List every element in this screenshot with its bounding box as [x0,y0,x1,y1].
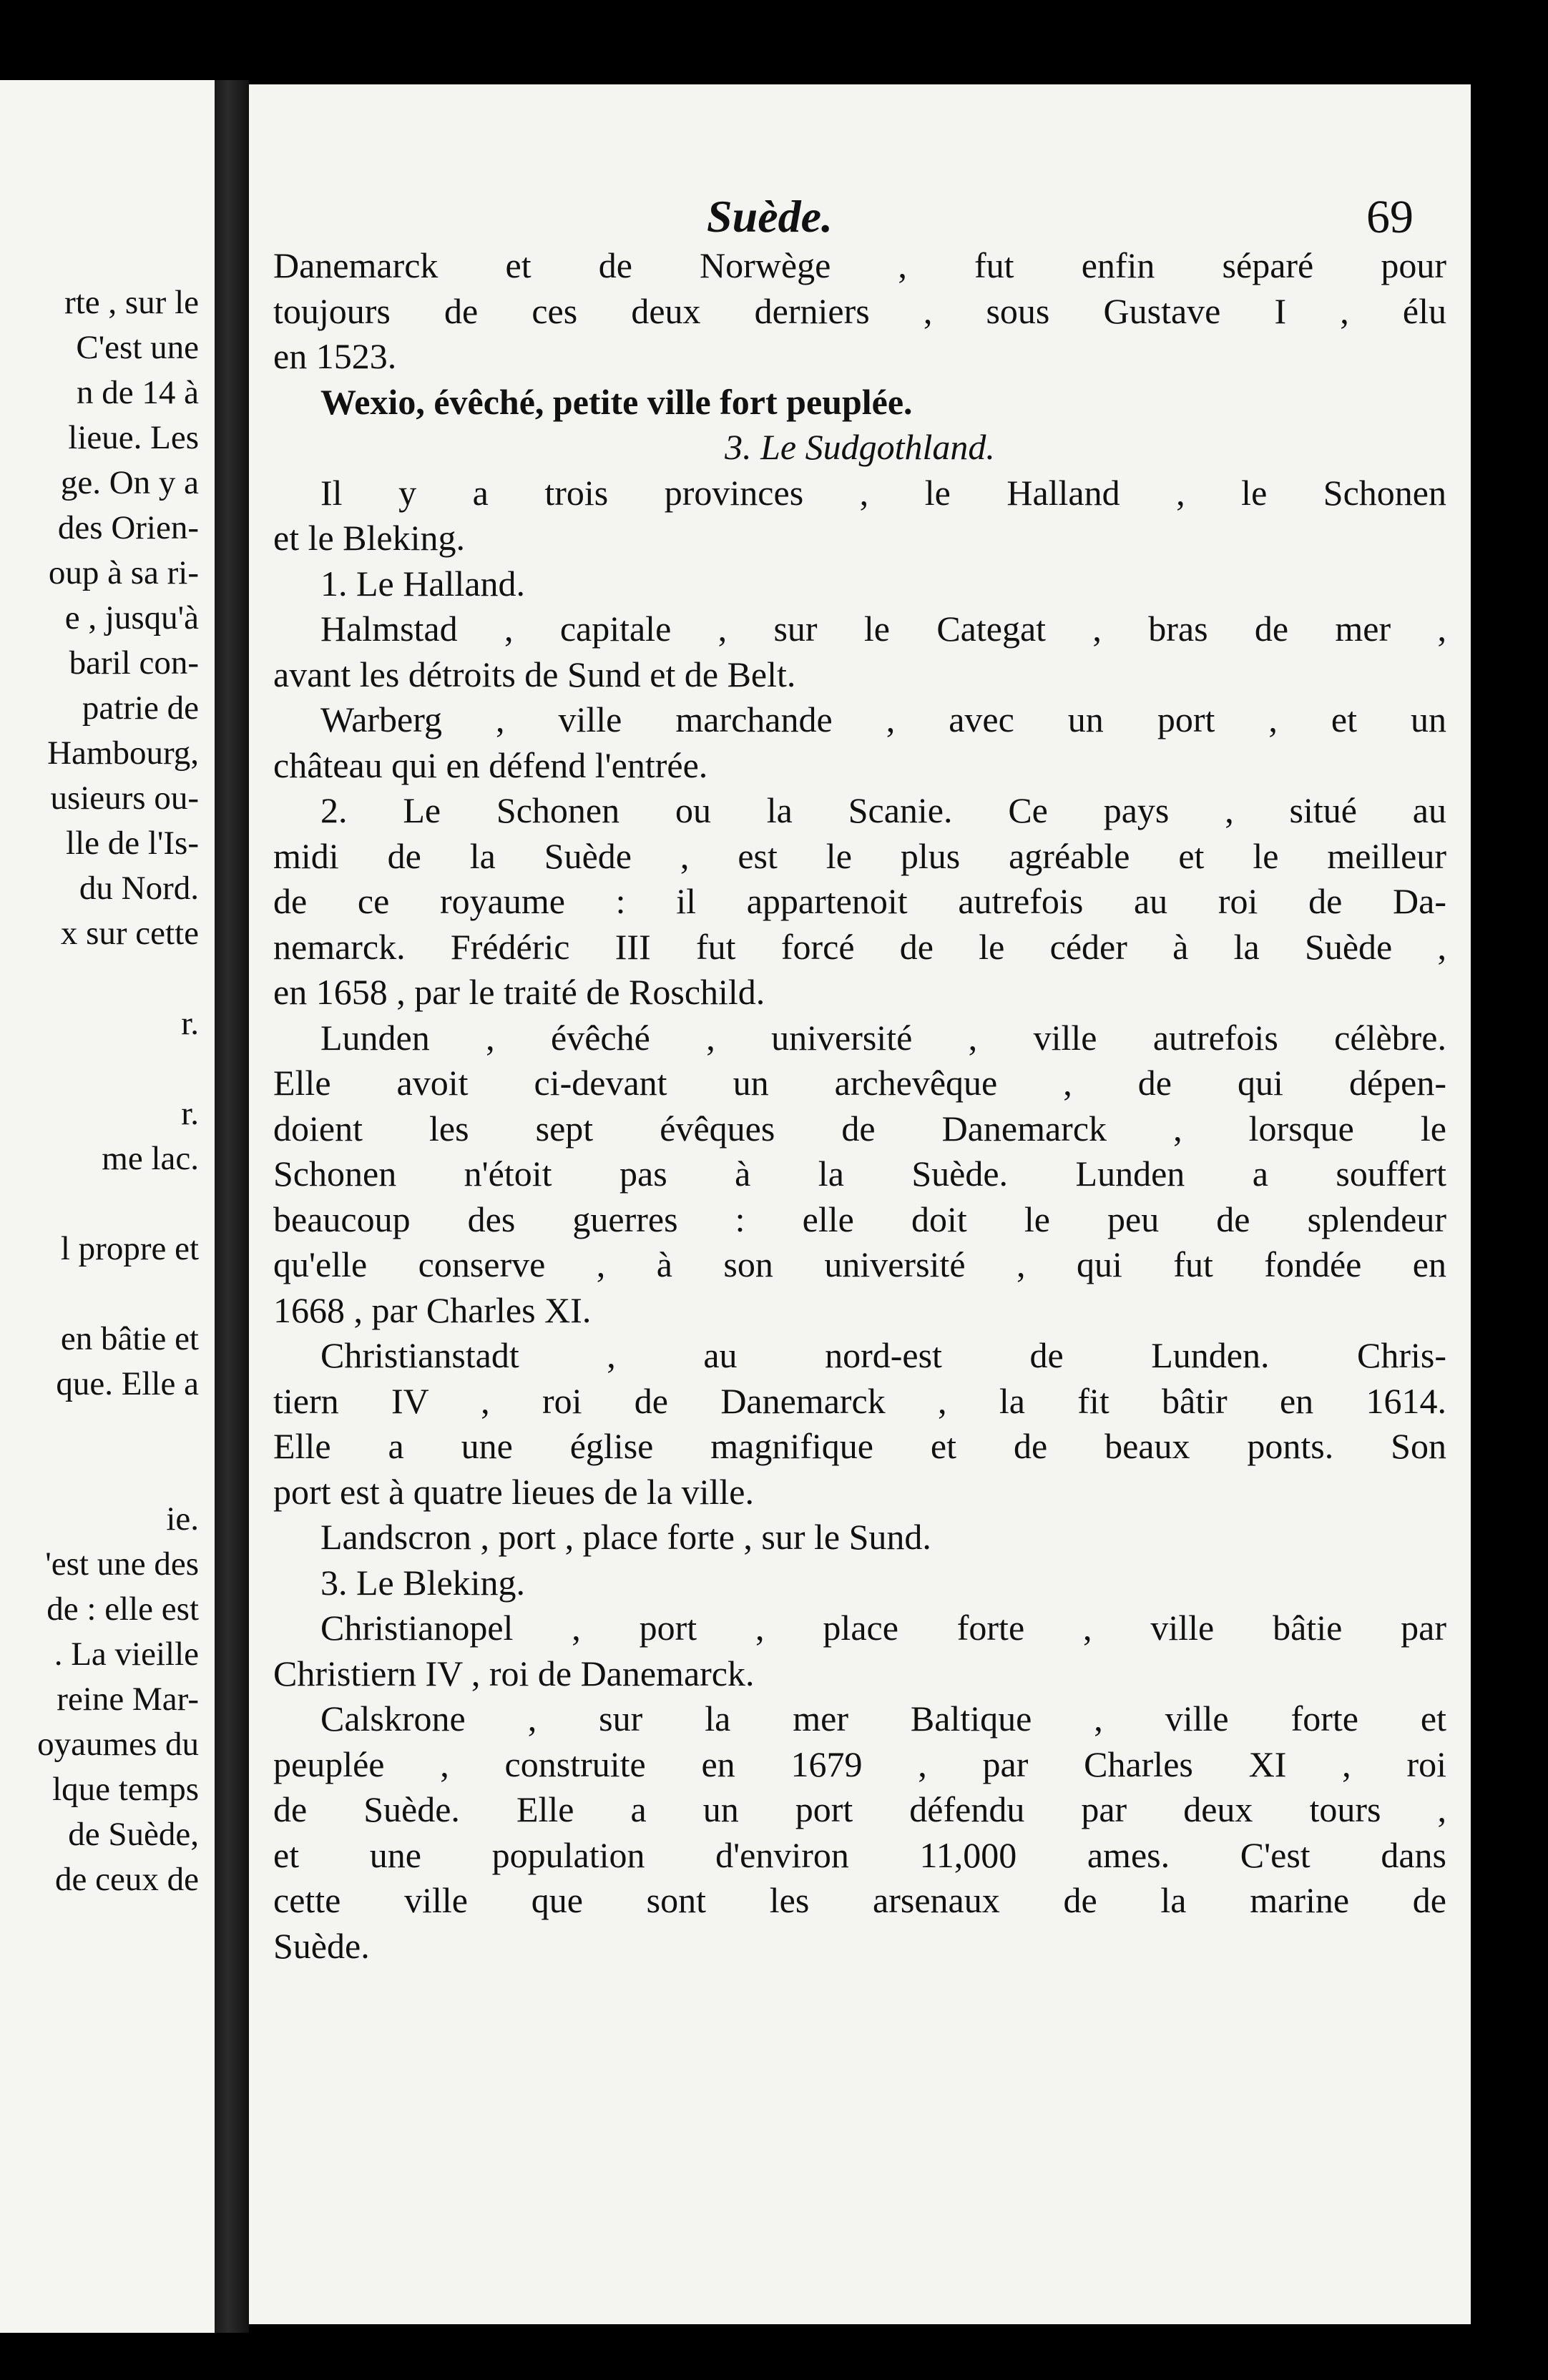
text-line: peuplée , construite en 1679 , par Charles XI , roi [273,1744,1446,1784]
book-gutter [215,80,249,2333]
text-line: Halmstad , capitale , sur le Categat , bras de mer , [320,609,1446,649]
text-line: et le Bleking. [273,518,465,558]
text-line: Elle a une église magnifique et de beaux ponts. Son [273,1426,1446,1466]
text-line: Lunden , évêché , université , ville autrefois célèbre. [320,1017,1446,1058]
text-line: 2. Le Schonen ou la Scanie. Ce pays , situé au [320,790,1446,830]
facing-page-line [37,1046,199,1091]
facing-page-line: lieue. Les [68,419,199,456]
text-line: de Suède. Elle a un port défendu par deux tours , [273,1789,1446,1829]
facing-page-left [0,80,215,2333]
text-line: Christiern IV , roi de Danemarck. [273,1653,755,1693]
text-line: Suède. [273,1925,370,1966]
text-line: château qui en défend l'entrée. [273,744,708,785]
facing-page-line: du Nord. [79,870,199,907]
facing-page-line: de Suède, [68,1816,199,1853]
text-line: et une population d'environ 11,000 ames. C'est dans [273,1834,1446,1875]
facing-page-line: me lac. [102,1140,199,1177]
facing-page-line: x sur cette [60,915,199,952]
text-line: Christianopel , port , place forte , ville bâtie par [320,1608,1446,1648]
facing-page-line: usieurs ou- [50,780,199,817]
facing-page-line: 'est une des [45,1545,199,1583]
text-line: Schonen n'étoit pas à la Suède. Lunden a souffert [273,1154,1446,1194]
text-line: 1668 , par Charles XI. [273,1289,592,1330]
facing-page-text [37,280,199,1902]
facing-page-line: l propre et [60,1230,199,1267]
text-line: tiern IV , roi de Danemarck , la fit bâtir en 1614. [273,1380,1446,1421]
page-body [273,243,1446,1969]
running-title: Suède. [707,191,833,242]
text-line: Danemarck et de Norwège , fut enfin séparé pour [273,245,1446,285]
text-line: cette ville que sont les arsenaux de la marine de [273,1880,1446,1920]
book-page [249,84,1471,2324]
facing-page-line: ge. On y a [60,464,199,501]
facing-page-line [37,1181,199,1226]
text-line: Christianstadt , au nord-est de Lunden. Chris- [320,1335,1446,1375]
text-line: de ce royaume : il appartenoit autrefois au roi de Da- [273,881,1446,921]
text-line: Landscron , port , place forte , sur le Sund. [320,1517,931,1557]
facing-page-line: . La vieille [54,1636,199,1673]
text-line: midi de la Suède , est le plus agréable et le meilleur [273,835,1446,876]
facing-page-line: que. Elle a [56,1365,199,1402]
facing-page-line: r. [181,1005,199,1042]
text-line: Elle avoit ci-devant un archevêque , de qui dépen- [273,1063,1446,1103]
facing-page-line: de : elle est [46,1590,199,1628]
facing-page-line: baril con- [69,644,199,682]
facing-page-line [37,1407,199,1452]
facing-page-line [37,956,199,1001]
page-number: 69 [1366,191,1414,243]
facing-page-line: e , jusqu'à [64,599,199,636]
facing-page-line: patrie de [82,689,199,727]
facing-page-line: oup à sa ri- [48,554,199,591]
text-line: doient les sept évêques de Danemarck , lorsque le [273,1108,1446,1149]
text-line: qu'elle conserve , à son université , qui fut fondée en [273,1244,1446,1284]
facing-page-line: en bâtie et [60,1320,199,1357]
facing-page-line: Hambourg, [47,734,199,772]
facing-page-line: ie. [166,1500,199,1538]
text-line: en 1523. [273,336,397,376]
subsection-heading: 1. Le Halland. [320,563,526,604]
text-line: Calskrone , sur la mer Baltique , ville forte et [320,1698,1446,1739]
text-line: beaucoup des guerres : elle doit le peu de splendeur [273,1199,1446,1239]
section-heading: 3. Le Sudgothland. [725,427,995,467]
text-line: nemarck. Frédéric III fut forcé de le céder à la Suède , [273,926,1446,967]
text-line: toujours de ces deux derniers , sous Gustave I , élu [273,290,1446,331]
text-line: Wexio, évêché, petite ville fort peuplée. [320,381,913,422]
facing-page-line: lque temps [52,1771,199,1808]
facing-page-line: des Orien- [57,509,199,546]
facing-page-line: rte , sur le [64,284,199,321]
facing-page-line: C'est une [76,329,199,366]
facing-page-line: reine Mar- [57,1681,199,1718]
subsection-heading: 3. Le Bleking. [320,1562,526,1603]
text-line: Warberg , ville marchande , avec un port , et un [320,699,1446,739]
facing-page-line [37,1452,199,1497]
facing-page-line: oyaumes du [37,1726,199,1763]
text-line: port est à quatre lieues de la ville. [273,1471,754,1512]
facing-page-line: n de 14 à [77,374,199,411]
facing-page-line: lle de l'Is- [66,825,199,862]
facing-page-line: r. [181,1095,199,1132]
text-line: en 1658 , par le traité de Roschild. [273,972,765,1012]
facing-page-line: de ceux de [55,1861,199,1898]
facing-page-line [37,1272,199,1317]
text-line: Il y a trois provinces , le Halland , le Schonen [320,472,1446,513]
text-line: avant les détroits de Sund et de Belt. [273,654,796,694]
